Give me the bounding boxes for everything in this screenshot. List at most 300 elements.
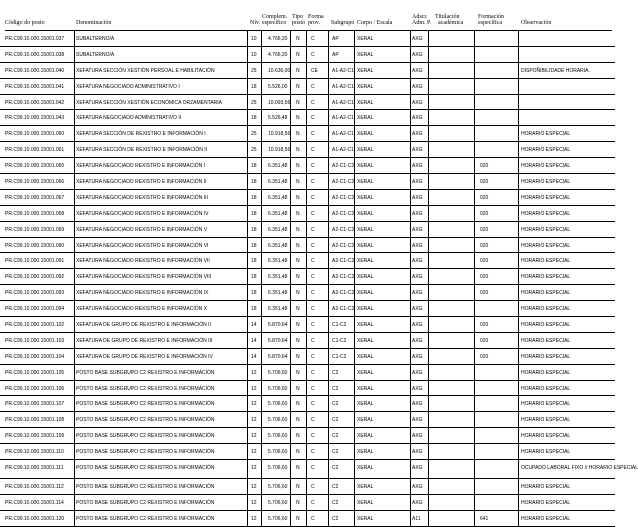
cell-corpo: XERAL [357, 401, 374, 408]
column-divider [474, 444, 475, 459]
cell-codigo: PR.C99.10.000.15001.106 [5, 385, 65, 392]
column-divider [474, 333, 475, 348]
column-divider [247, 269, 248, 284]
table-row [0, 269, 615, 285]
column-divider [518, 63, 519, 78]
cell-denominacion: POSTO BASE SUBGRUPO C2 REXISTRO E INFORMACIÓN [76, 483, 215, 490]
column-divider [428, 269, 429, 284]
column-divider [474, 142, 475, 157]
column-divider [247, 142, 248, 157]
column-divider [261, 479, 262, 494]
column-divider [290, 253, 291, 268]
cell-codigo: PR.C99.10.000.15001.094 [5, 306, 65, 313]
column-divider [328, 349, 329, 364]
column-divider [74, 206, 75, 221]
cell-complemento: 5.706,60 [268, 499, 288, 506]
cell-codigo: PR.C99.10.000.15001.069 [5, 226, 65, 233]
column-divider [261, 365, 262, 380]
column-divider [354, 110, 355, 125]
column-divider [290, 460, 291, 478]
cell-denominacion: XEFATURA NEGOCIADO REXISTRO E INFORMACIÓN I [76, 163, 206, 170]
cell-adscripcion: AXG [412, 274, 423, 281]
column-divider [247, 317, 248, 332]
column-divider [518, 301, 519, 316]
column-divider [474, 428, 475, 443]
column-divider [247, 222, 248, 237]
column-divider [261, 428, 262, 443]
column-divider [74, 126, 75, 141]
cell-corpo: XERAL [357, 194, 374, 201]
cell-tipo: N [296, 306, 300, 313]
table-row [0, 206, 615, 222]
cell-tipo: N [296, 67, 300, 74]
cell-forma: C [311, 131, 315, 138]
header-corpo: Corpo / Escala [357, 20, 393, 26]
cell-subgrupo: A1-A2-C1 [332, 99, 354, 106]
column-divider [290, 238, 291, 253]
column-divider [428, 428, 429, 443]
column-divider [474, 285, 475, 300]
column-divider [247, 396, 248, 411]
cell-corpo: XERAL [357, 131, 374, 138]
cell-corpo: XERAL [357, 242, 374, 249]
cell-corpo: XERAL [357, 369, 374, 376]
column-divider [290, 479, 291, 494]
column-divider [428, 238, 429, 253]
header-titulacion-2: académica [438, 20, 464, 26]
column-divider [428, 110, 429, 125]
column-divider [428, 158, 429, 173]
cell-corpo: XERAL [357, 385, 374, 392]
cell-niv: 18 [251, 115, 257, 122]
column-divider [290, 349, 291, 364]
column-divider [354, 479, 355, 494]
column-divider [410, 381, 411, 396]
cell-niv: 14 [251, 322, 257, 329]
column-divider [474, 365, 475, 380]
cell-subgrupo: A2-C1-C2 [332, 306, 355, 313]
cell-adscripcion: AXG [412, 210, 423, 217]
column-divider [261, 301, 262, 316]
column-divider [410, 269, 411, 284]
column-divider [74, 511, 75, 526]
column-divider [247, 158, 248, 173]
cell-corpo: XERAL [357, 99, 374, 106]
column-divider [306, 511, 307, 526]
column-divider [306, 95, 307, 110]
cell-forma: C [311, 163, 315, 170]
cell-corpo: XERAL [357, 179, 374, 186]
column-divider [306, 47, 307, 62]
column-divider [354, 95, 355, 110]
cell-observacion: HORARIO ESPECIAL [521, 242, 571, 249]
cell-forma: C [311, 465, 315, 472]
column-divider [474, 349, 475, 364]
cell-corpo: XERAL [357, 322, 374, 329]
column-divider [354, 428, 355, 443]
table-row [0, 63, 615, 79]
cell-complemento: 5.706,60 [268, 483, 288, 490]
column-divider [261, 126, 262, 141]
cell-tipo: N [296, 401, 300, 408]
cell-subgrupo: C1-C2 [332, 337, 347, 344]
cell-niv: 12 [251, 369, 257, 376]
cell-denominacion: XEFATURA NEGOCIADO ADMINISTRATIVO II [76, 115, 182, 122]
cell-subgrupo: C2 [332, 499, 339, 506]
column-divider [518, 190, 519, 205]
column-divider [354, 142, 355, 157]
column-divider [247, 444, 248, 459]
cell-corpo: XERAL [357, 226, 374, 233]
cell-codigo: PR.C99.10.000.15001.043 [5, 115, 65, 122]
column-divider [410, 158, 411, 173]
cell-forma: C [311, 258, 315, 265]
cell-tipo: N [296, 353, 300, 360]
column-divider [410, 110, 411, 125]
cell-forma: C [311, 515, 315, 522]
cell-complemento: 4.766,20 [268, 36, 288, 42]
cell-codigo: PR.C99.10.000.15001.109 [5, 433, 65, 440]
cell-formacion: 020 [480, 258, 489, 265]
column-divider [306, 63, 307, 78]
column-divider [247, 174, 248, 189]
cell-denominacion: XEFATURA DE GRUPO DE REXISTRO E INFORMACIÓN II [76, 322, 211, 329]
column-divider [428, 460, 429, 478]
column-divider [261, 285, 262, 300]
column-divider [474, 396, 475, 411]
column-divider [518, 174, 519, 189]
column-divider [410, 479, 411, 494]
column-divider [518, 79, 519, 94]
cell-subgrupo: A2-C1-C2 [332, 163, 355, 170]
cell-formacion: 020 [480, 226, 489, 233]
cell-complemento: 6.351,48 [268, 306, 288, 313]
column-divider [306, 412, 307, 427]
column-divider [474, 110, 475, 125]
header-complem-2: específico [262, 20, 287, 26]
cell-observacion: HORARIO ESPECIAL [521, 194, 571, 201]
cell-denominacion: POSTO BASE SUBGRUPO C2 REXISTRO E INFORMACIÓN [76, 401, 215, 408]
cell-corpo: XERAL [357, 210, 374, 217]
column-divider [261, 206, 262, 221]
cell-denominacion: POSTO BASE SUBGRUPO C2 REXISTRO E INFORMACIÓN [76, 465, 215, 472]
cell-subgrupo: C2 [332, 515, 339, 522]
cell-adscripcion: AXG [412, 147, 423, 154]
cell-codigo: PR.C99.10.000.15001.041 [5, 83, 65, 90]
table-row [0, 365, 615, 381]
cell-codigo: PR.C99.10.000.15001.093 [5, 290, 65, 297]
cell-adscripcion: AXG [412, 226, 423, 233]
column-divider [410, 174, 411, 189]
column-divider [247, 95, 248, 110]
column-divider [428, 63, 429, 78]
cell-forma: C [311, 99, 315, 106]
column-divider [74, 285, 75, 300]
column-divider [328, 206, 329, 221]
column-divider [261, 381, 262, 396]
column-divider [306, 222, 307, 237]
cell-adscripcion: AXG [412, 242, 423, 249]
column-divider [328, 428, 329, 443]
cell-tipo: N [296, 242, 300, 249]
column-divider [354, 349, 355, 364]
cell-adscripcion: A11 [412, 515, 421, 522]
cell-observacion: DISPOÑIBILIDADE HORARIA. [521, 67, 590, 74]
column-divider [328, 333, 329, 348]
cell-adscripcion: AXG [412, 258, 423, 265]
column-divider [306, 495, 307, 510]
cell-subgrupo: A2-C1-C2 [332, 258, 355, 265]
table-row [0, 158, 615, 174]
column-divider [247, 349, 248, 364]
cell-adscripcion: AXG [412, 322, 423, 329]
column-divider [328, 142, 329, 157]
header-forma-2: prov. [308, 20, 321, 26]
column-divider [306, 444, 307, 459]
column-divider [261, 396, 262, 411]
cell-complemento: 4.766,20 [268, 51, 288, 58]
cell-niv: 18 [251, 83, 257, 90]
cell-adscripcion: AXG [412, 131, 423, 138]
cell-tipo: N [296, 274, 300, 281]
column-divider [328, 317, 329, 332]
column-divider [306, 479, 307, 494]
cell-corpo: XERAL [357, 147, 374, 154]
column-divider [247, 285, 248, 300]
column-divider [518, 222, 519, 237]
column-divider [290, 412, 291, 427]
column-divider [290, 110, 291, 125]
cell-codigo: PR.C99.10.000.15001.110 [5, 449, 64, 456]
cell-denominacion: XEFATURA NEGOCIADO REXISTRO E INFORMACIÓN X [76, 306, 208, 313]
cell-formacion: 641 [480, 515, 489, 522]
column-divider [328, 126, 329, 141]
column-divider [328, 301, 329, 316]
column-divider [247, 206, 248, 221]
cell-niv: 18 [251, 163, 257, 170]
cell-niv: 10 [251, 51, 257, 58]
column-divider [328, 381, 329, 396]
column-divider [306, 365, 307, 380]
cell-formacion: 020 [480, 179, 489, 186]
column-divider [328, 79, 329, 94]
cell-niv: 12 [251, 483, 257, 490]
cell-forma: C [311, 194, 315, 201]
cell-tipo: N [296, 194, 300, 201]
column-divider [74, 95, 75, 110]
column-divider [306, 301, 307, 316]
cell-observacion: HORARIO ESPECIAL [521, 449, 571, 456]
cell-adscripcion: AXG [412, 83, 423, 90]
cell-formacion: 020 [480, 337, 489, 344]
cell-codigo: PR.C99.10.000.15001.037 [5, 36, 65, 42]
cell-niv: 12 [251, 449, 257, 456]
table-row [0, 110, 615, 126]
column-divider [474, 222, 475, 237]
cell-corpo: XERAL [357, 163, 374, 170]
column-divider [518, 428, 519, 443]
column-divider [410, 285, 411, 300]
column-divider [247, 479, 248, 494]
cell-adscripcion: AXG [412, 483, 423, 490]
column-divider [518, 333, 519, 348]
column-divider [290, 428, 291, 443]
cell-denominacion: XEFATURA SECCIÓN DE REXISTRO E INFORMACIÓN I [76, 131, 206, 138]
column-divider [74, 174, 75, 189]
cell-niv: 18 [251, 210, 257, 217]
column-divider [474, 269, 475, 284]
header-niv: Nív. [250, 20, 261, 26]
column-divider [74, 301, 75, 316]
cell-tipo: N [296, 483, 300, 490]
cell-complemento: 5.870,64 [268, 322, 288, 329]
cell-adscripcion: AXG [412, 401, 423, 408]
column-divider [328, 285, 329, 300]
column-divider [74, 460, 75, 478]
cell-forma: C [311, 51, 315, 58]
column-divider [306, 126, 307, 141]
column-divider [74, 63, 75, 78]
cell-forma: C [311, 242, 315, 249]
column-divider [306, 31, 307, 46]
cell-denominacion: POSTO BASE SUBGRUPO C2 REXISTRO E INFORMACIÓN [76, 417, 215, 424]
cell-complemento: 5.526,48 [268, 115, 288, 122]
column-divider [428, 317, 429, 332]
cell-tipo: N [296, 385, 300, 392]
cell-forma: C [311, 499, 315, 506]
cell-observacion: HORARIO ESPECIAL [521, 483, 571, 490]
column-divider [247, 511, 248, 526]
cell-adscripcion: AXG [412, 36, 423, 42]
column-divider [354, 333, 355, 348]
cell-codigo: PR.C99.10.000.15001.104 [5, 353, 65, 360]
cell-subgrupo: A2-C1-C2 [332, 210, 355, 217]
cell-formacion: 020 [480, 353, 489, 360]
table-row [0, 333, 615, 349]
column-divider [354, 31, 355, 46]
column-divider [328, 444, 329, 459]
column-divider [306, 253, 307, 268]
column-divider [261, 460, 262, 478]
cell-subgrupo: A1-A2-C1 [332, 115, 354, 122]
cell-subgrupo: A2-C1-C2 [332, 242, 355, 249]
column-divider [410, 47, 411, 62]
table-row [0, 142, 615, 158]
table-row [0, 396, 615, 412]
column-divider [328, 158, 329, 173]
cell-tipo: N [296, 417, 300, 424]
cell-complemento: 5.526,00 [268, 83, 288, 90]
column-divider [428, 79, 429, 94]
cell-observacion: HORARIO ESPECIAL [521, 306, 571, 313]
cell-complemento: 6.351,48 [268, 194, 288, 201]
header-forma-1: Forma [308, 14, 324, 20]
cell-tipo: N [296, 51, 300, 58]
column-divider [328, 110, 329, 125]
column-divider [290, 495, 291, 510]
table-row [0, 428, 615, 444]
cell-subgrupo: A1-A2-C1 [332, 147, 354, 154]
cell-denominacion: XEFATURA SECCIÓN DE REXISTRO E INFORMACIÓN II [76, 147, 208, 154]
cell-complemento: 6.351,48 [268, 274, 288, 281]
cell-corpo: XERAL [357, 515, 374, 522]
cell-niv: 14 [251, 353, 257, 360]
cell-observacion: HORARIO ESPECIAL [521, 515, 571, 522]
cell-codigo: PR.C99.10.000.15001.066 [5, 179, 65, 186]
column-divider [518, 31, 519, 46]
column-divider [428, 511, 429, 526]
cell-subgrupo: C1-C2 [332, 353, 347, 360]
header-tipo-2: posto [292, 20, 306, 26]
cell-corpo: XERAL [357, 417, 374, 424]
cell-observacion: HORARIO ESPECIAL [521, 385, 571, 392]
cell-formacion: 020 [480, 194, 489, 201]
cell-forma: C [311, 83, 315, 90]
column-divider [261, 349, 262, 364]
cell-forma: C [311, 401, 315, 408]
column-divider [428, 285, 429, 300]
cell-adscripcion: AXG [412, 465, 423, 472]
column-divider [74, 238, 75, 253]
cell-forma: C [311, 322, 315, 329]
column-divider [328, 31, 329, 46]
column-divider [518, 349, 519, 364]
table-row [0, 349, 615, 365]
column-divider [74, 142, 75, 157]
column-divider [247, 79, 248, 94]
column-divider [306, 79, 307, 94]
cell-subgrupo: C2 [332, 369, 339, 376]
cell-corpo: XERAL [357, 499, 374, 506]
cell-tipo: N [296, 433, 300, 440]
column-divider [354, 495, 355, 510]
cell-complemento: 6.351,48 [268, 179, 288, 186]
cell-corpo: XERAL [357, 36, 374, 42]
column-divider [328, 511, 329, 526]
cell-niv: 25 [251, 131, 257, 138]
table-row [0, 126, 615, 142]
cell-codigo: PR.C99.10.000.15001.120 [5, 515, 65, 522]
table-row [0, 31, 615, 47]
cell-denominacion: XEFATURA NEGOCIADO REXISTRO E INFORMACIÓN IV [76, 210, 209, 217]
column-divider [518, 444, 519, 459]
column-divider [354, 79, 355, 94]
column-divider [354, 381, 355, 396]
cell-complemento: 5.706,60 [268, 465, 288, 472]
column-divider [518, 285, 519, 300]
column-divider [518, 365, 519, 380]
cell-tipo: N [296, 147, 300, 154]
cell-corpo: XERAL [357, 274, 374, 281]
cell-adscripcion: AXG [412, 337, 423, 344]
cell-adscripcion: AXG [412, 290, 423, 297]
column-divider [306, 317, 307, 332]
cell-codigo: PR.C99.10.000.15001.042 [5, 99, 65, 106]
cell-forma: CE [311, 67, 318, 74]
column-divider [261, 333, 262, 348]
table-row [0, 317, 615, 333]
cell-denominacion: POSTO BASE SUBGRUPO C2 REXISTRO E INFORMACIÓN [76, 369, 215, 376]
header-denominacion: Denominación [76, 20, 112, 26]
cell-tipo: N [296, 83, 300, 90]
header-observacion: Observación [521, 20, 552, 26]
column-divider [328, 460, 329, 478]
cell-formacion: 020 [480, 163, 489, 170]
column-divider [474, 174, 475, 189]
column-divider [428, 444, 429, 459]
column-divider [328, 269, 329, 284]
column-divider [410, 31, 411, 46]
